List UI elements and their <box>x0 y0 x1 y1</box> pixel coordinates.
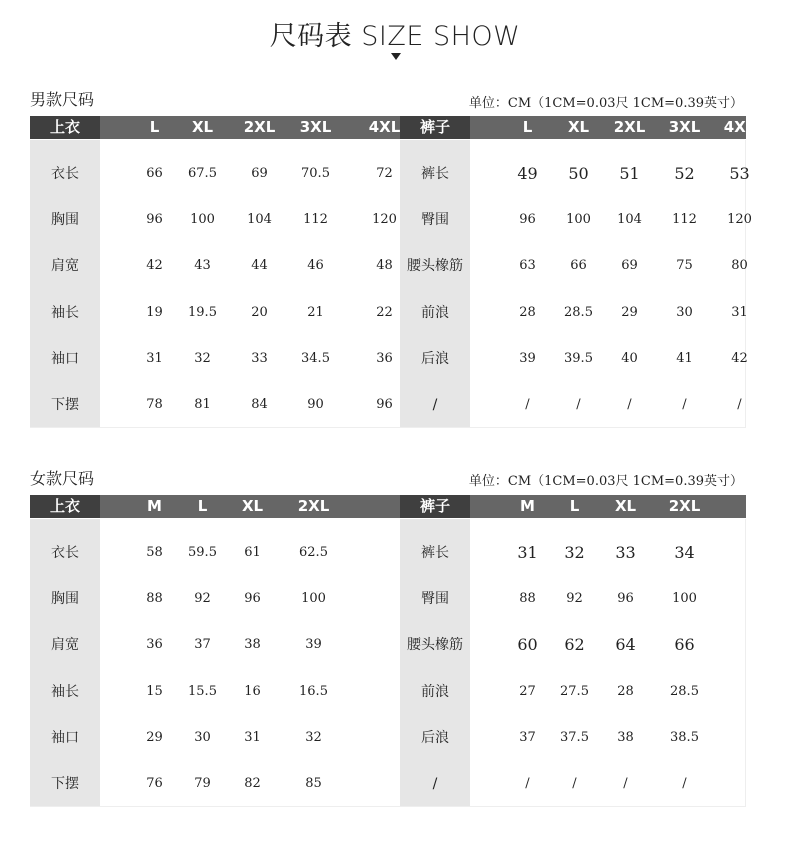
women-pants-cell: 38.5 <box>670 729 699 745</box>
men-pants-cell: / <box>525 397 530 412</box>
women-pants-cell: 100 <box>672 591 697 607</box>
men-top-header: 上衣 <box>30 116 100 139</box>
women-pants-cell: 38 <box>617 729 634 745</box>
men-pants-row-label: 臀围 <box>421 212 449 229</box>
women-pants-cell: / <box>682 776 687 791</box>
men-pants-cell: / <box>576 397 581 412</box>
women-pants-cell: 34 <box>674 543 695 562</box>
men-pants-size-col: XL <box>567 118 590 136</box>
men-top-cell: 43 <box>194 258 211 274</box>
men-top-row-label: 衣长 <box>51 166 79 182</box>
men-top-cell: 42 <box>146 258 163 274</box>
men-top-cell: 22 <box>376 304 393 320</box>
men-pants-size-col: 2XL <box>613 118 646 136</box>
women-pants-cell: 32 <box>564 543 585 562</box>
women-pants-row-label: 后浪 <box>421 729 449 746</box>
women-top-cell: 59.5 <box>188 545 217 560</box>
men-pants-cell: / <box>627 397 632 412</box>
women-pants-cell: 62 <box>564 635 585 655</box>
women-unit-note: 单位：CM（1CM=0.03尺 1CM=0.39英寸） <box>468 474 743 489</box>
women-top-header: 上衣 <box>30 495 100 518</box>
men-pants-cell: 80 <box>731 258 748 274</box>
women-top-cell: 31 <box>244 729 261 745</box>
women-top-cell: 30 <box>194 729 211 745</box>
women-section-title: 女款尺码 <box>30 469 95 488</box>
men-top-cell: 19 <box>146 304 163 320</box>
women-top-cell: 36 <box>146 637 163 653</box>
men-pants-row-label: 前浪 <box>421 304 449 321</box>
women-top-row-label: 袖长 <box>51 683 79 700</box>
men-top-cell: 120 <box>372 212 397 228</box>
men-top-cell: 81 <box>194 397 211 412</box>
men-top-cell: 70.5 <box>301 166 330 181</box>
men-top-cell: 67.5 <box>188 166 217 181</box>
women-top-row-label: 衣长 <box>51 545 79 561</box>
men-pants-size-col: 3XL <box>668 118 701 136</box>
men-top-row-label: 肩宽 <box>51 258 79 275</box>
men-top-cell: 96 <box>376 397 393 412</box>
men-unit-note: 单位：CM（1CM=0.03尺 1CM=0.39英寸） <box>468 96 743 111</box>
women-pants-row-label: / <box>432 776 438 792</box>
women-pants-cell: 27.5 <box>560 683 589 699</box>
women-top-cell: 16 <box>244 683 261 699</box>
men-pants-cell: 63 <box>519 258 536 274</box>
men-pants-cell: 39 <box>519 350 536 366</box>
men-top-cell: 48 <box>376 258 393 274</box>
women-pants-size-col: L <box>569 497 580 515</box>
women-pants-cell: / <box>525 776 530 791</box>
women-top-cell: 100 <box>301 591 326 607</box>
men-top-size-col: L <box>149 118 160 136</box>
women-pants-cell: 66 <box>674 635 695 655</box>
men-top-cell: 78 <box>146 397 163 412</box>
women-pants-header: 裤子 <box>400 495 470 518</box>
men-top-cell: 34.5 <box>301 350 330 366</box>
women-pants-size-col: M <box>520 497 535 515</box>
men-pants-cell: 29 <box>621 304 638 320</box>
men-top-cell: 90 <box>307 397 324 412</box>
women-top-row-label: 肩宽 <box>51 637 79 654</box>
women-pants-cell: 31 <box>517 543 538 562</box>
women-size-header <box>30 495 746 518</box>
women-top-size-col: L <box>197 497 208 515</box>
men-top-cell: 96 <box>146 212 163 228</box>
women-top-cell: 39 <box>305 637 322 653</box>
women-top-cell: 37 <box>194 637 211 653</box>
women-top-cell: 76 <box>146 776 163 791</box>
men-pants-row-label: 裤长 <box>421 166 449 182</box>
men-pants-cell: 42 <box>731 350 748 366</box>
men-pants-header: 裤子 <box>400 116 470 139</box>
women-top-size-col: M <box>147 497 162 515</box>
men-top-row-label: 袖口 <box>51 350 79 367</box>
men-top-cell: 21 <box>307 304 324 320</box>
women-top-cell: 38 <box>244 637 261 653</box>
men-top-size-col: 3XL <box>299 118 332 136</box>
men-pants-cell: 52 <box>674 164 695 183</box>
women-top-cell: 29 <box>146 729 163 745</box>
women-pants-cell: 60 <box>517 635 538 655</box>
women-top-cell: 32 <box>305 729 322 745</box>
men-pants-row-label: 后浪 <box>421 350 449 367</box>
women-pants-cell: 27 <box>519 683 536 699</box>
men-pants-cell: 30 <box>676 304 693 320</box>
women-pants-cell: / <box>623 776 628 791</box>
men-pants-cell: 49 <box>517 164 538 183</box>
men-top-cell: 44 <box>251 258 268 274</box>
women-size-table <box>30 519 746 807</box>
women-top-cell: 96 <box>244 591 261 607</box>
women-pants-size-col: 2XL <box>668 497 701 515</box>
men-pants-cell: 28.5 <box>564 304 593 320</box>
men-section-title: 男款尺码 <box>30 90 95 109</box>
men-top-row-label: 胸围 <box>51 212 79 229</box>
men-pants-cell: 104 <box>617 212 642 228</box>
men-pants-row-label: / <box>432 397 438 413</box>
women-pants-cell: 37 <box>519 729 536 745</box>
women-top-row-label: 下摆 <box>51 776 79 792</box>
women-top-cell: 58 <box>146 545 163 560</box>
men-pants-cell: / <box>682 397 687 412</box>
women-pants-row-label: 腰头橡筋 <box>407 637 463 654</box>
men-top-cell: 69 <box>251 166 268 181</box>
men-pants-cell: 100 <box>566 212 591 228</box>
men-pants-cell: 40 <box>621 350 638 366</box>
men-top-cell: 104 <box>247 212 272 228</box>
women-top-size-col: XL <box>241 497 264 515</box>
men-top-cell: 33 <box>251 350 268 366</box>
men-top-cell: 84 <box>251 397 268 412</box>
men-pants-size-col: L <box>522 118 533 136</box>
men-pants-cell: 120 <box>727 212 752 228</box>
men-top-cell: 36 <box>376 350 393 366</box>
men-top-row-label: 下摆 <box>51 397 79 413</box>
women-top-cell: 92 <box>194 591 211 607</box>
women-pants-cell: 92 <box>566 591 583 607</box>
women-pants-cell: 37.5 <box>560 729 589 745</box>
women-pants-cell: 96 <box>617 591 634 607</box>
men-pants-cell: 51 <box>619 164 640 183</box>
men-pants-cell: 50 <box>568 164 589 183</box>
men-pants-cell: 66 <box>570 258 587 274</box>
women-pants-cell: 64 <box>615 635 636 655</box>
women-top-cell: 82 <box>244 776 261 791</box>
men-pants-cell: 41 <box>676 350 693 366</box>
men-pants-row-label: 腰头橡筋 <box>407 258 463 275</box>
men-pants-cell: 39.5 <box>564 350 593 366</box>
men-pants-cell: 28 <box>519 304 536 320</box>
men-top-size-col: 2XL <box>243 118 276 136</box>
women-pants-cell: 88 <box>519 591 536 607</box>
men-pants-cell: 69 <box>621 258 638 274</box>
women-top-cell: 15.5 <box>188 683 217 699</box>
men-top-row-label: 袖长 <box>51 304 79 321</box>
men-size-table <box>30 140 752 428</box>
women-pants-cell: 28.5 <box>670 683 699 699</box>
men-top-cell: 100 <box>190 212 215 228</box>
men-pants-cell: 96 <box>519 212 536 228</box>
women-top-cell: 16.5 <box>299 683 328 699</box>
women-top-cell: 79 <box>194 776 211 791</box>
women-top-cell: 62.5 <box>299 545 328 560</box>
women-pants-cell: / <box>572 776 577 791</box>
women-top-cell: 88 <box>146 591 163 607</box>
men-top-cell: 112 <box>303 212 328 228</box>
men-pants-cell: 112 <box>672 212 697 228</box>
women-pants-row-label: 臀围 <box>421 591 449 608</box>
men-pants-size-col: 4XL <box>723 118 756 136</box>
women-pants-size-col: XL <box>614 497 637 515</box>
men-pants-cell: 53 <box>729 164 750 183</box>
women-top-cell: 15 <box>146 683 163 699</box>
men-top-cell: 66 <box>146 166 163 181</box>
men-pants-cell: 75 <box>676 258 693 274</box>
women-pants-cell: 28 <box>617 683 634 699</box>
men-pants-cell: 31 <box>731 304 748 320</box>
men-size-header <box>30 116 756 139</box>
down-arrow-icon <box>391 53 401 60</box>
men-top-cell: 46 <box>307 258 324 274</box>
men-top-cell: 31 <box>146 350 163 366</box>
women-pants-cell: 33 <box>615 543 636 562</box>
page-title: 尺码表 SIZE SHOW <box>269 21 521 52</box>
women-top-size-col: 2XL <box>297 497 330 515</box>
men-top-cell: 20 <box>251 304 268 320</box>
men-top-size-col: 4XL <box>368 118 401 136</box>
women-top-cell: 85 <box>305 776 322 791</box>
men-pants-cell: / <box>737 397 742 412</box>
women-pants-row-label: 前浪 <box>421 683 449 700</box>
women-pants-row-label: 裤长 <box>421 545 449 561</box>
men-top-cell: 32 <box>194 350 211 366</box>
women-top-cell: 61 <box>244 545 261 560</box>
women-top-row-label: 袖口 <box>51 729 79 746</box>
men-top-cell: 72 <box>376 166 393 181</box>
men-top-cell: 19.5 <box>188 304 217 320</box>
women-top-row-label: 胸围 <box>51 591 79 608</box>
men-top-size-col: XL <box>191 118 214 136</box>
